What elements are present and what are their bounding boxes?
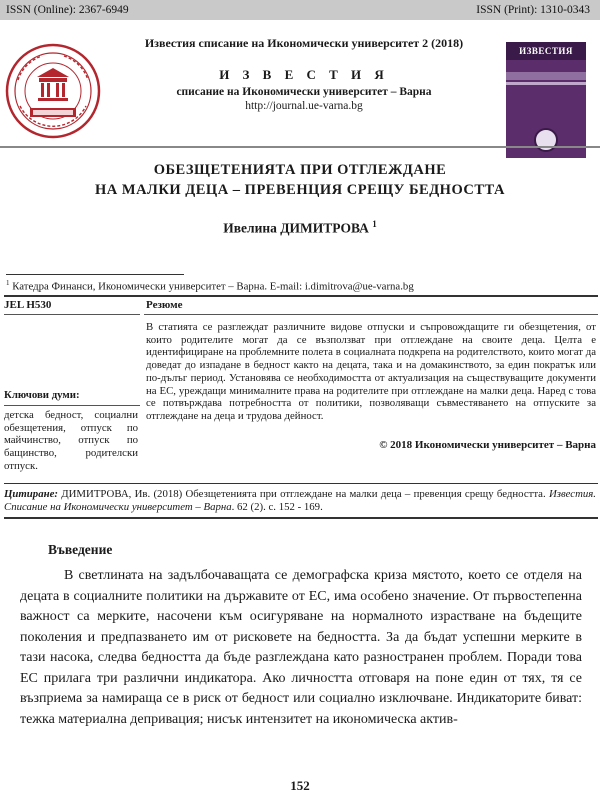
issn-print: ISSN (Print): 1310-0343 — [476, 4, 590, 16]
article-author — [20, 219, 580, 237]
page-number: 152 — [290, 778, 310, 793]
citation — [4, 488, 596, 514]
issn-bar — [0, 0, 600, 20]
summary-label: Резюме — [144, 297, 598, 315]
journal-url[interactable]: http://journal.ue-varna.bg — [245, 100, 363, 112]
jel-code: JEL H530 — [4, 297, 140, 315]
abstract-table — [4, 295, 598, 481]
citation-text-b: . 62 (2). с. 152 - 169. — [231, 501, 323, 513]
author-footnote-mark: 1 — [372, 219, 377, 229]
journal-cover-thumbnail — [506, 42, 586, 158]
cover-title: ИЗВЕСТИЯ — [506, 42, 586, 60]
footnote-mark: 1 — [6, 279, 10, 287]
author-name: Ивелина ДИМИТРОВА — [223, 220, 369, 236]
abstract-right-column — [144, 297, 598, 483]
copyright-line: © 2018 Икономически университет – Варна — [379, 439, 596, 451]
citation-journal: Известия. Списание на Икономически университет – Варна — [4, 488, 596, 513]
citation-text-a: ДИМИТРОВА, Ив. (2018) Обезщетенията при отглеждане на малки деца – превенция срещу бедността. — [58, 488, 549, 500]
keywords-text: детска бедност, социални обезщетения, отпуск по майчинство, отпуск по бащинство, родителски отпуск. — [4, 409, 138, 472]
journal-issue-line: Известия списание на Икономически университет 2 (2018) — [144, 36, 464, 50]
university-seal-logo — [2, 42, 104, 140]
header-divider — [0, 146, 600, 148]
cover-emblem-icon — [534, 128, 558, 152]
summary-text: В статията се разглеждат различните видове отпуски и съпровождащите ги обезщетения, от които родителите могат да се възползват при отглеждане на своите деца. Целта е идентифициране на проблемните полета в социалната подкрепа на родителството, които могат да доведат до изпадане в бедност както на децата, така и на домакинството, за един пократък или по-дълъг период. Установява се необходимостта от актуализация на съществуващите документи на ЕС, уреждащи минималните права на родителите при отглеждане на малки деца. Наред с това се потвърждава потребността от политики, позволяващи съвместяването на отпуските за отглеждане на деца и трудова дейност. — [146, 321, 596, 422]
keywords-rule — [4, 405, 140, 406]
citation-rule-top — [4, 483, 598, 484]
title-line-1: ОБЕЗЩЕТЕНИЯТА ПРИ ОТГЛЕЖДАНЕ — [153, 162, 447, 178]
abstract-left-column — [4, 297, 140, 483]
citation-rule-bottom — [4, 517, 598, 519]
section-heading-introduction: Въведение — [48, 542, 113, 557]
title-line-2: НА МАЛКИ ДЕЦА – ПРЕВЕНЦИЯ СРЕЩУ БЕДНОСТТА — [95, 182, 505, 198]
footnote-rule — [6, 274, 184, 275]
author-footnote — [6, 279, 596, 293]
footnote-text: Катедра Финанси, Икономически университет – Варна. E-mail: i.dimitrova@ue-varna.bg — [9, 280, 414, 293]
cover-band — [506, 72, 586, 80]
journal-subtitle: списание на Икономически университет – Варна — [176, 86, 432, 98]
journal-header-text — [108, 32, 500, 112]
issn-online: ISSN (Online): 2367-6949 — [6, 4, 129, 16]
citation-label: Цитиране: — [4, 488, 58, 500]
article-title — [20, 160, 580, 200]
cover-band-thin — [506, 82, 586, 85]
journal-header — [0, 20, 600, 140]
journal-name: И З В Е С Т И Я — [219, 67, 389, 82]
body-paragraph: В светлината на задълбочаващата се демографска криза мястото, което се отделя на децата в социалните политики на държавите от ЕС, има особено значение. От първостепенна важност са мерките, насочени към осигуряване на нормалното израстване на бъдещите поколения и предпазването им от рисковете на бедността. За да бъдат успешни мерките в тази насока, следва бедността да бъде разглеждана като разностранен проблем. Поради това ЕС прилага три различни индикатора. Ако личността отговаря на поне един от тях, тя се възприема за намираща се в риск от бедност или социално изключване. Индикаторите биват: тежка материална депривация; нисък интензитет на икономическа актив- — [20, 568, 582, 727]
keywords-label: Ключови думи: — [4, 389, 80, 401]
